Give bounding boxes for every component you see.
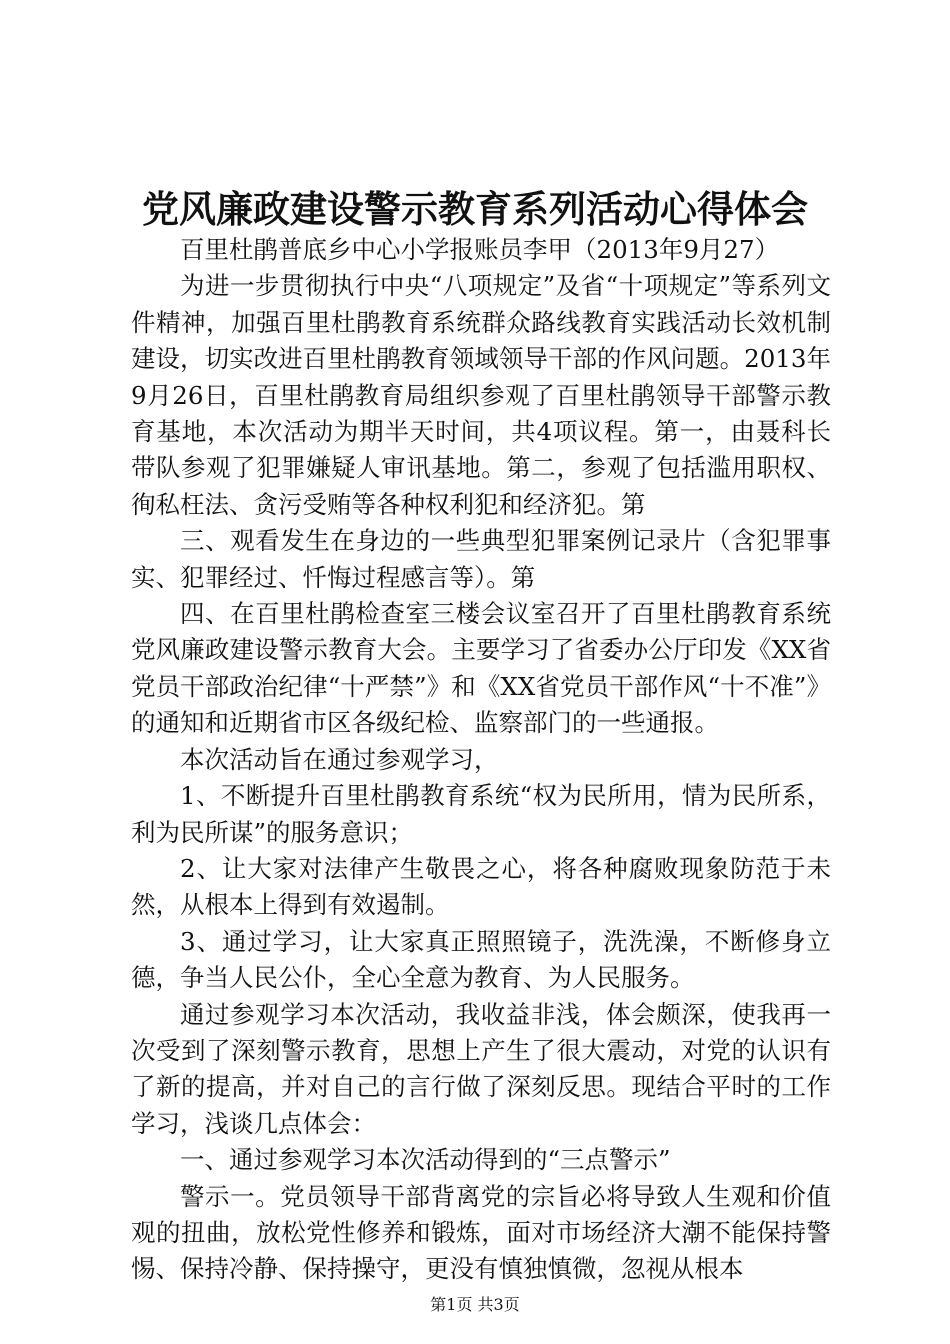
paragraph: 为进一步贯彻执行中央“八项规定”及省“十项规定”等系列文件精神，加强百里杜鹃教育系统群众路线教育实践活动长效机制建设，切实改进百里杜鹃教育领域领导干部的作风问题。2013年9月26日，百里杜鹃教育局组织参观了百里杜鹃领导干部警示教育基地，本次活动为期半天时间，共4项议程。第一，由聂科长带队参观了犯罪嫌疑人审讯基地。第二，参观了包括滥用职权、徇私枉法、贪污受贿等各种权利犯和经济犯。第 [131,271,831,519]
paragraph: 3、通过学习，让大家真正照照镜子，洗洗澡，不断修身立德，争当人民公仆，全心全意为教育、为人民服务。 [131,926,831,993]
paragraph: 一、通过参观学习本次活动得到的“三点警示” [180,1145,671,1175]
paragraph: 四、在百里杜鹃检查室三楼会议室召开了百里杜鹃教育系统党风廉政建设警示教育大会。主要学习了省委办公厅印发《XX省党员干部政治纪律“十严禁”》和《XX省党员干部作风“十不准”》的通知和近期省市区各级纪检、监察部门的一些通报。 [131,599,831,738]
paragraph: 2、让大家对法律产生敬畏之心，将各种腐败现象防范于未然，从根本上得到有效遏制。 [131,853,831,920]
paragraph: 警示一。党员领导干部背离党的宗旨必将导致人生观和价值观的扭曲，放松党性修养和锻炼，面对市场经济大潮不能保持警惕、保持冷静、保持操守，更没有慎独慎微，忽视从根本 [131,1181,831,1284]
document-body [131,232,831,1288]
paragraph: 本次活动旨在通过参观学习， [180,744,499,774]
document-title: 党风廉政建设警示教育系列活动心得体会 [142,187,808,231]
paragraph: 通过参观学习本次活动，我收益非浅，体会颇深，使我再一次受到了深刻警示教育，思想上产生了很大震动，对党的认识有了新的提高，并对自己的言行做了深刻反思。现结合平时的工作学习，浅谈几点体会： [131,999,831,1138]
paragraph: 三、观看发生在身边的一些典型犯罪案例记录片（含犯罪事实、犯罪经过、忏悔过程感言等）。第 [131,526,831,592]
paragraph: 1、不断提升百里杜鹃教育系统“权为民所用，情为民所系，利为民所谋”的服务意识； [131,781,831,847]
page-footer: 第1页 共3页 [430,1295,520,1314]
document-byline: 百里杜鹃普底乡中心小学报账员李甲（2013年9月27） [180,235,780,264]
